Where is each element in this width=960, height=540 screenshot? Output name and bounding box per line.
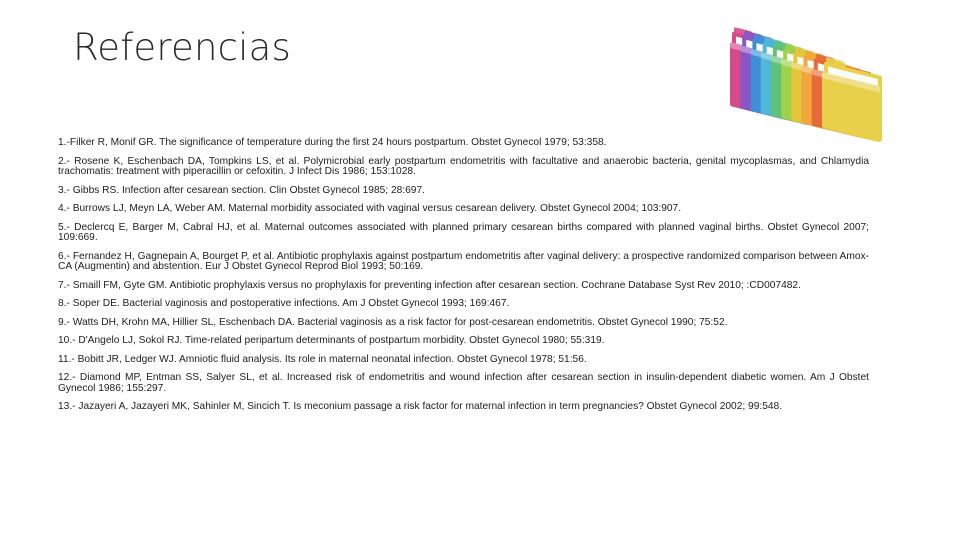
reference-item: 12.- Diamond MP, Entman SS, Salyer SL, et al. Increased risk of endometritis and wound infection after cesarean section in insulin-dependent diabetic women. Am J Obstet Gynecol 1986; 155:297. bbox=[58, 372, 869, 394]
reference-item: 2.- Rosene K, Eschenbach DA, Tompkins LS, et al. Polymicrobial early postpartum endometritis with facultative and anaerobic bacteria, genital mycoplasmas, and Chlamydia trachomatis: treatment with piperacillin or cefoxitin. J Infect Dis 1986; 153:1028. bbox=[58, 155, 869, 177]
folder-shape bbox=[822, 56, 882, 143]
reference-item: 1.-Filker R, Monif GR. The significance of temperature during the first 24 hours postpartum. Obstet Gynecol 1979; 53:358. bbox=[58, 137, 607, 148]
reference-item: 4.- Burrows LJ, Meyn LA, Weber AM. Maternal morbidity associated with vaginal versus cesarean delivery. Obstet Gynecol 2004; 103:907. bbox=[58, 203, 682, 214]
reference-item: 11.- Bobitt JR, Ledger WJ. Amniotic fluid analysis. Its role in maternal neonatal infection. Obstet Gynecol 1978; 51:56. bbox=[58, 353, 587, 365]
slide-title: Referencias bbox=[73, 26, 291, 69]
reference-item: 6.- Fernandez H, Gagnepain A, Bourget P, et al. Antibiotic prophylaxis against postpartum endometritis after vaginal delivery: a prospective randomized comparison between Amox-CA (Augmentin) and abstention. Eur J Obstet Gynecol Reprod Biol 1993; 50:169. bbox=[58, 250, 869, 272]
reference-item: 10.- D'Angelo LJ, Sokol RJ. Time-related peripartum determinants of postpartum morbidity. Obstet Gynecol 1980; 55:319. bbox=[58, 335, 605, 346]
reference-item: 13.- Jazayeri A, Jazayeri MK, Sahinler M, Sincich T. Is meconium passage a risk factor for maternal infection in term pregnancies? Obstet Gynecol 2002; 99:548. bbox=[58, 401, 783, 412]
colorful-folders-icon bbox=[724, 22, 892, 144]
reference-item: 7.- Smaill FM, Gyte GM. Antibiotic prophylaxis versus no prophylaxis for preventing infection after cesarean section. Cochrane Database Syst Rev 2010; :CD007482. bbox=[58, 279, 801, 291]
reference-item: 3.- Gibbs RS. Infection after cesarean section. Clin Obstet Gynecol 1985; 28:697. bbox=[58, 184, 425, 196]
reference-item: 8.- Soper DE. Bacterial vaginosis and postoperative infections. Am J Obstet Gynecol 1993; 169:467. bbox=[58, 298, 510, 309]
reference-item: 9.- Watts DH, Krohn MA, Hillier SL, Eschenbach DA. Bacterial vaginosis as a risk factor for post-cesarean endometritis. Obstet Gynecol 1990; 75:52. bbox=[58, 316, 728, 328]
reference-list bbox=[58, 138, 869, 421]
reference-item: 5.- Declercq E, Barger M, Cabral HJ, et al. Maternal outcomes associated with planned primary cesarean births compared with planned vaginal births. Obstet Gynecol 2007; 109:669. bbox=[58, 221, 869, 243]
